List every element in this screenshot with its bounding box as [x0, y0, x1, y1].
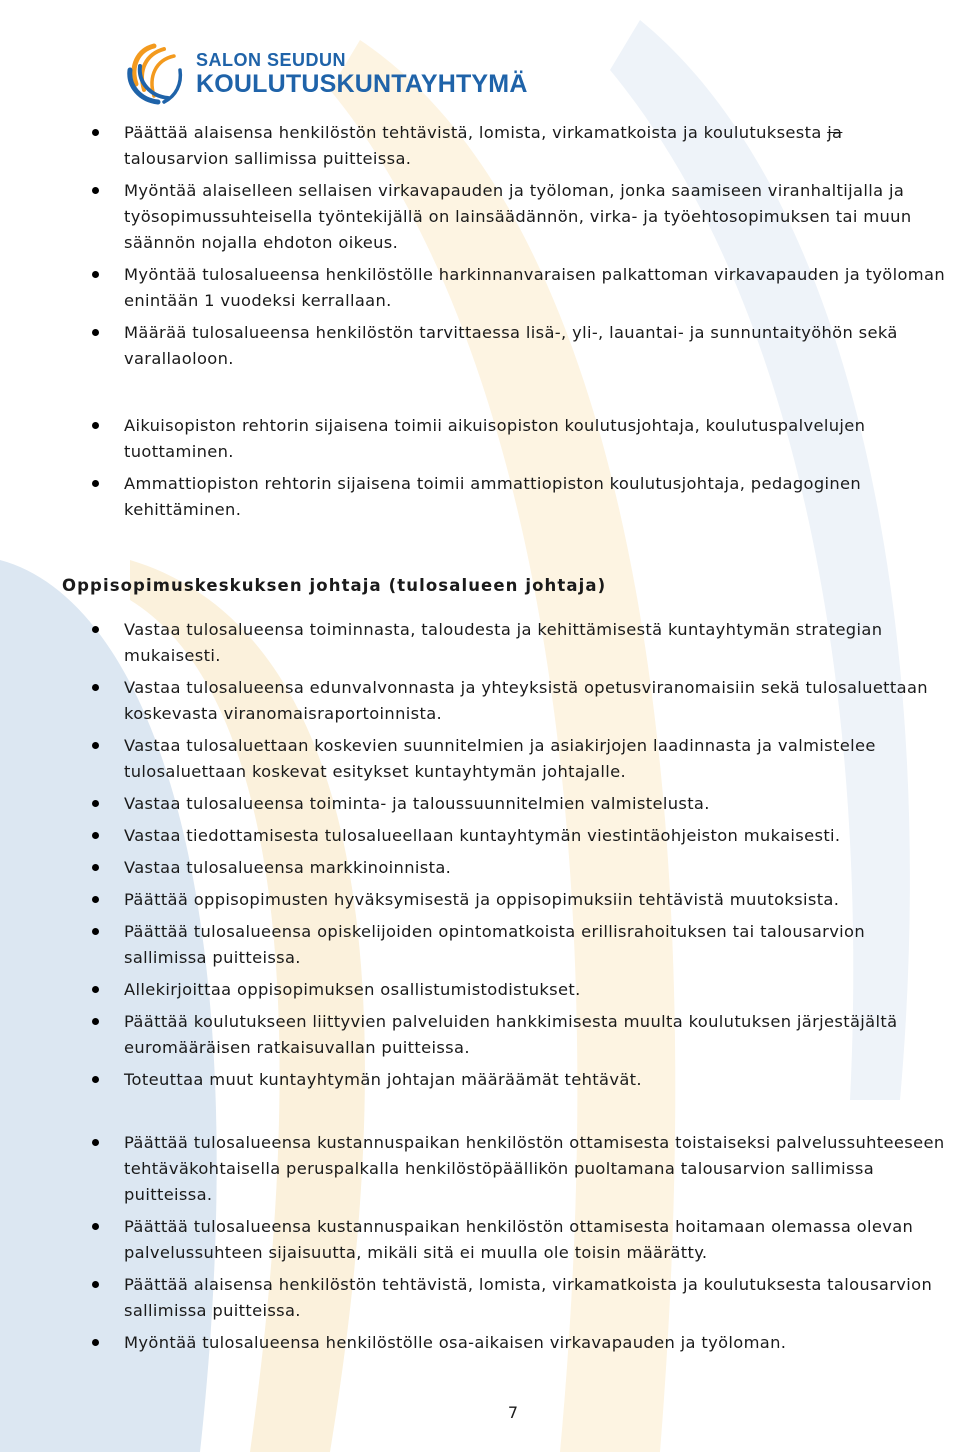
item-text: Vastaa tulosalueensa toiminnasta, taloudesta ja kehittämisestä kuntayhtymän strategian mukaisesti.: [124, 620, 883, 665]
logo-text-line1: SALON SEUDUN: [196, 50, 347, 70]
item-text: Allekirjoittaa oppisopimuksen osallistumistodistukset.: [124, 980, 581, 999]
list-item: [0, 1130, 960, 1208]
list-item: [0, 178, 960, 256]
list-item: [0, 977, 960, 1003]
item-text: Päättää oppisopimusten hyväksymisestä ja oppisopimuksiin tehtävistä muutoksista.: [124, 890, 840, 909]
item-text: Ammattiopiston rehtorin sijaisena toimii ammattiopiston koulutusjohtaja, pedagoginen kehittäminen.: [124, 474, 862, 519]
item-text: Päättää alaisensa henkilöstön tehtävistä, lomista, virkamatkoista ja koulutuksesta talousarvion sallimissa puitteissa.: [124, 1275, 933, 1320]
bullet-list-2: [0, 413, 960, 529]
item-text: Päättää tulosalueensa opiskelijoiden opintomatkoista erillisrahoituksen tai talousarvion sallimissa puitteissa.: [124, 922, 866, 967]
list-item: [0, 320, 960, 372]
list-item: [0, 471, 960, 523]
item-text: Vastaa tiedottamisesta tulosalueellaan kuntayhtymän viestintäohjeiston mukaisesti.: [124, 826, 841, 845]
list-item: [0, 823, 960, 849]
bullet-list-3: [0, 617, 960, 1099]
list-item: [0, 262, 960, 314]
item-text: Päättää koulutukseen liittyvien palveluiden hankkimisesta muulta koulutuksen järjestäjältä euromääräisen ratkaisuvallan puitteissa.: [124, 1012, 898, 1057]
item-text: Myöntää tulosalueensa henkilöstölle harkinnanvaraisen palkattoman virkavapauden ja työloman enintään 1 vuodeksi kerrallaan.: [124, 265, 946, 310]
item-text: Päättää tulosalueensa kustannuspaikan henkilöstön ottamisesta hoitamaan olemassa olevan palvelussuhteen sijaisuutta, mikäli sitä ei muulla ole toisin määrätty.: [124, 1217, 914, 1262]
list-item: [0, 791, 960, 817]
bullet-list-4: [0, 1130, 960, 1362]
list-item: [0, 919, 960, 971]
item-text: Vastaa tulosaluettaan koskevien suunnitelmien ja asiakirjojen laadinnasta ja valmistelee tulosaluettaan koskevat esitykset kuntayhtymän johtajalle.: [124, 736, 876, 781]
logo-swirl-icon: [120, 40, 188, 108]
item-text-tail: talousarvion sallimissa puitteissa.: [124, 149, 412, 168]
list-item: [0, 1330, 960, 1356]
list-item: [0, 1272, 960, 1324]
bullet-list-1: [0, 120, 960, 378]
item-text: Toteuttaa muut kuntayhtymän johtajan määräämät tehtävät.: [124, 1070, 642, 1089]
list-item: [0, 413, 960, 465]
list-item: [0, 733, 960, 785]
item-text: Vastaa tulosalueensa markkinoinnista.: [124, 858, 452, 877]
section-heading: Oppisopimuskeskuksen johtaja (tulosalueen johtaja): [62, 576, 607, 595]
organization-logo: [120, 40, 528, 108]
item-text: Määrää tulosalueensa henkilöstön tarvittaessa lisä-, yli-, lauantai- ja sunnuntaityöhön sekä varallaoloon.: [124, 323, 898, 368]
item-text: Aikuisopiston rehtorin sijaisena toimii aikuisopiston koulutusjohtaja, koulutuspalvelujen tuottaminen.: [124, 416, 866, 461]
list-item: [0, 855, 960, 881]
list-item: [0, 675, 960, 727]
list-item: [0, 1214, 960, 1266]
list-item: [0, 1067, 960, 1093]
logo-text-line2: KOULUTUSKUNTAYHTYMÄ: [196, 70, 528, 98]
item-text: Päättää alaisensa henkilöstön tehtävistä, lomista, virkamatkoista ja koulutuksesta: [124, 123, 828, 142]
item-text: Myöntää tulosalueensa henkilöstölle osa-aikaisen virkavapauden ja työloman.: [124, 1333, 787, 1352]
item-text: Vastaa tulosalueensa toiminta- ja taloussuunnitelmien valmistelusta.: [124, 794, 710, 813]
item-text: Myöntää alaiselleen sellaisen virkavapauden ja työloman, jonka saamiseen viranhaltijalla ja työsopimussuhteisella työntekijällä on lainsäädännön, virka- ja työehtosopimuksen tai muun säännön nojalla ehdoton oikeus.: [124, 181, 912, 252]
list-item: [0, 1009, 960, 1061]
list-item: [0, 617, 960, 669]
page-number: 7: [507, 1403, 519, 1422]
list-item: [0, 120, 960, 172]
item-text: Vastaa tulosalueensa edunvalvonnasta ja yhteyksistä opetusviranomaisiin sekä tulosaluettaan koskevasta viranomaisraportoinnista.: [124, 678, 928, 723]
item-text: Päättää tulosalueensa kustannuspaikan henkilöstön ottamisesta toistaiseksi palvelussuhteeseen tehtäväkohtaisella peruspalkalla henkilöstöpäällikön puoltamana talousarvion sallimissa puitteissa.: [124, 1133, 945, 1204]
struck-text: ja: [827, 123, 843, 142]
list-item: [0, 887, 960, 913]
